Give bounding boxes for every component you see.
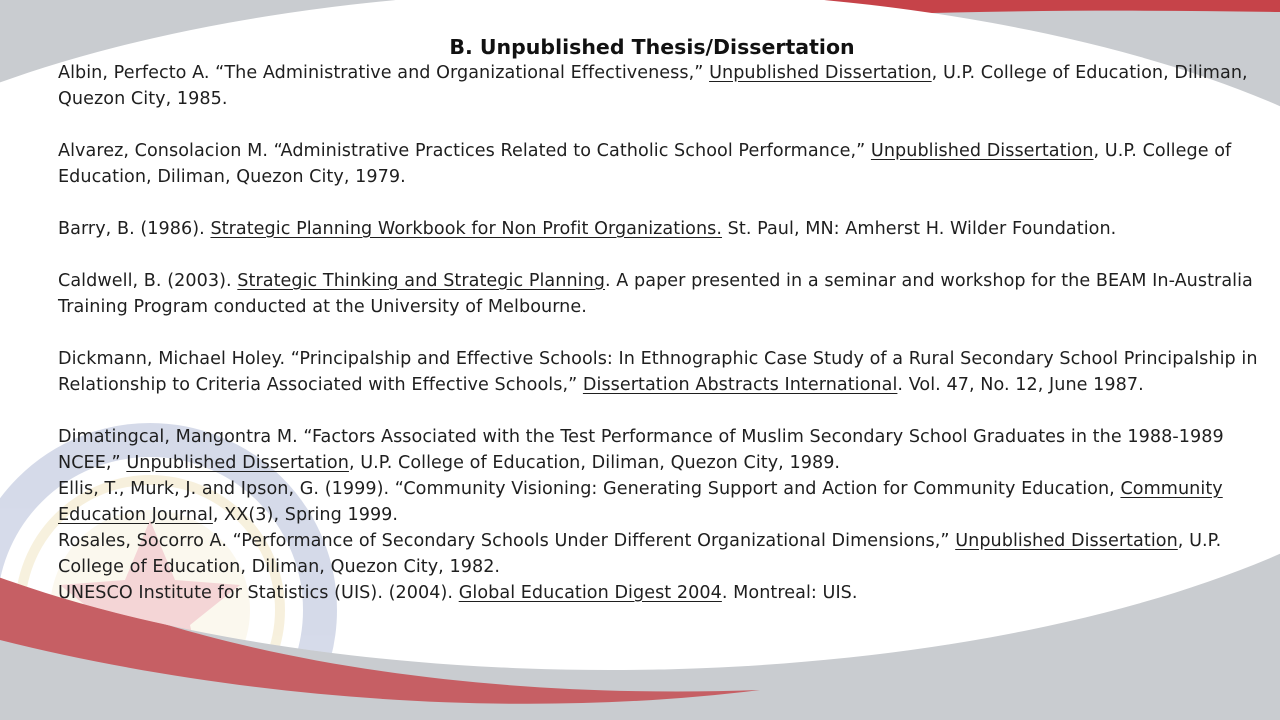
reference-text: . Montreal: UIS. xyxy=(721,583,858,603)
reference-source-title: Strategic Thinking and Strategic Planning xyxy=(237,271,606,291)
reference-source-title: Dissertation Abstracts International xyxy=(582,375,898,395)
reference-text: , U.P. College of Education, Diliman, Quezon City, 1985. xyxy=(58,63,1248,109)
reference-text: Barry, B. (1986). xyxy=(58,219,211,239)
reference-source-title: Unpublished Dissertation xyxy=(955,531,1178,551)
reference-entry xyxy=(58,424,1258,476)
slide-title: B. Unpublished Thesis/Dissertation xyxy=(449,35,855,59)
reference-text: Albin, Perfecto A. “The Administrative and Organizational Effectiveness,” xyxy=(58,63,710,83)
reference-text: . A paper presented in a seminar and workshop for the BEAM In-Australia Training Program conducted at the University of Melbourne. xyxy=(58,271,1253,317)
reference-source-title: Unpublished Dissertation xyxy=(126,453,349,473)
reference-entry xyxy=(58,476,1258,528)
reference-text: Rosales, Socorro A. “Performance of Secondary Schools Under Different Organizational Dimensions,” xyxy=(58,531,956,551)
reference-entry xyxy=(58,138,1258,190)
reference-text: , U.P. College of Education, Diliman, Quezon City, 1982. xyxy=(58,531,1222,577)
reference-source-title: Strategic Planning Workbook for Non Profit Organizations. xyxy=(210,219,723,239)
reference-text: . Vol. 47, No. 12, June 1987. xyxy=(897,375,1144,395)
reference-entry xyxy=(58,528,1258,580)
slide-content xyxy=(58,34,1258,606)
reference-text: , XX(3), Spring 1999. xyxy=(212,505,399,525)
reference-text: Dimatingcal, Mangontra M. “Factors Associated with the Test Performance of Muslim Secondary School Graduates in the 1988-1989 NCEE,” xyxy=(58,427,1224,473)
reference-source-title: Unpublished Dissertation xyxy=(709,63,932,83)
reference-text: , U.P. College of Education, Diliman, Quezon City, 1979. xyxy=(58,141,1232,187)
reference-entry xyxy=(58,216,1258,242)
reference-text: , U.P. College of Education, Diliman, Quezon City, 1989. xyxy=(348,453,841,473)
reference-entry xyxy=(58,60,1258,112)
reference-text: Ellis, T., Murk, J. and Ipson, G. (1999). “Community Visioning: Generating Support and Action for Community Education, xyxy=(58,479,1121,499)
reference-source-title: Unpublished Dissertation xyxy=(870,141,1094,161)
reference-text: Caldwell, B. (2003). xyxy=(58,271,238,291)
reference-text: Alvarez, Consolacion M. “Administrative Practices Related to Catholic School Performance,” xyxy=(58,141,871,161)
reference-text: UNESCO Institute for Statistics (UIS). (2004). xyxy=(58,583,459,603)
reference-source-title: Community Education Journal xyxy=(58,479,1223,525)
reference-entry xyxy=(58,268,1258,320)
reference-source-title: Global Education Digest 2004 xyxy=(458,583,722,603)
reference-text: Dickmann, Michael Holey. “Principalship and Effective Schools: In Ethnographic Case Study of a Rural Secondary School Principalship in Relationship to Criteria Associated with Effective Schools,” xyxy=(58,349,1258,395)
reference-entry xyxy=(58,580,1258,606)
reference-entry xyxy=(58,346,1258,398)
reference-text: St. Paul, MN: Amherst H. Wilder Foundation. xyxy=(722,219,1117,239)
